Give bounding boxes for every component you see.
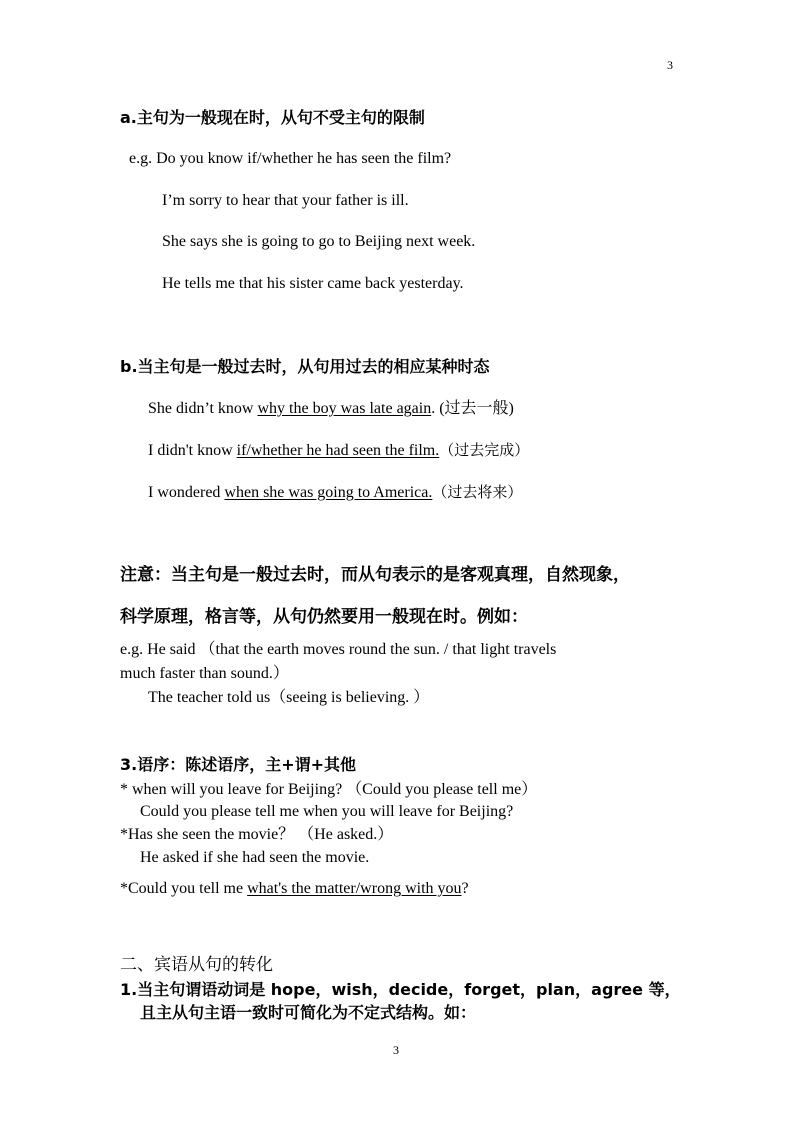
- example-text: Do you know if/whether he has seen the film?: [156, 150, 452, 167]
- example-pre: She didn’t know: [148, 400, 258, 417]
- example-underlined: if/whether he had seen the film.: [236, 442, 440, 459]
- line-pre: *Could you tell me: [120, 880, 248, 897]
- page-number-bottom: 3: [393, 1043, 399, 1057]
- section-3-heading: 3.语序：陈述语序，主+谓+其他: [120, 755, 357, 774]
- example-underlined: why the boy was late again: [257, 400, 432, 417]
- section-3-line-5: [120, 879, 469, 899]
- section-a-heading: a.主句为一般现在时，从句不受主句的限制: [120, 108, 425, 127]
- section-b-example-2: [148, 440, 529, 461]
- line-post: ?: [461, 880, 469, 897]
- note-example-1-line-2: much faster than sound.）: [120, 665, 289, 682]
- section-3-line-1: * when will you leave for Beijing? （Could you please tell me）: [120, 781, 538, 798]
- page-number-top: 3: [667, 58, 673, 72]
- note-line-1: 注意：当主句是一般过去时，而从句表示的是客观真理，自然现象，: [120, 565, 630, 585]
- section-b-example-3: [148, 482, 522, 503]
- example-post: （过去将来）: [432, 483, 523, 501]
- section-a-example-4: He tells me that his sister came back yesterday.: [162, 275, 464, 292]
- section-a-example-2: I’m sorry to hear that your father is ill.: [162, 192, 409, 209]
- line-underlined: what's the matter/wrong with you: [247, 880, 462, 897]
- note-example-1-line-1: e.g. He said （that the earth moves round the sun. / that light travels: [120, 641, 557, 658]
- section-3-line-4: He asked if she had seen the movie.: [140, 849, 370, 866]
- example-post: . (过去一般): [431, 400, 514, 417]
- section-3-line-3: *Has she seen the movie？ （He asked.）: [120, 826, 394, 843]
- part-two-item-1-line-2: 且主从句主语一致时可简化为不定式结构。如：: [140, 1003, 477, 1022]
- section-a-example-1: [129, 149, 451, 169]
- example-underlined: when she was going to America.: [224, 484, 433, 501]
- example-pre: I wondered: [148, 484, 225, 501]
- section-b-heading: b.当主句是一般过去时，从句用过去的相应某种时态: [120, 357, 490, 376]
- part-two-item-1-line-1: 1.当主句谓语动词是 hope，wish，decide，forget，plan，agree 等，: [120, 980, 681, 999]
- part-two-heading: 二、宾语从句的转化: [120, 955, 273, 975]
- note-example-2: The teacher told us（seeing is believing. ）: [148, 689, 430, 706]
- eg-prefix: e.g.: [129, 150, 153, 167]
- example-post: （过去完成）: [439, 441, 530, 459]
- section-a-example-3: She says she is going to go to Beijing next week.: [162, 233, 476, 250]
- note-line-2: 科学原理，格言等，从句仍然要用一般现在时。例如：: [120, 607, 528, 627]
- example-pre: I didn't know: [148, 442, 237, 459]
- section-b-example-1: [148, 399, 514, 419]
- section-3-line-2: Could you please tell me when you will leave for Beijing?: [140, 803, 514, 820]
